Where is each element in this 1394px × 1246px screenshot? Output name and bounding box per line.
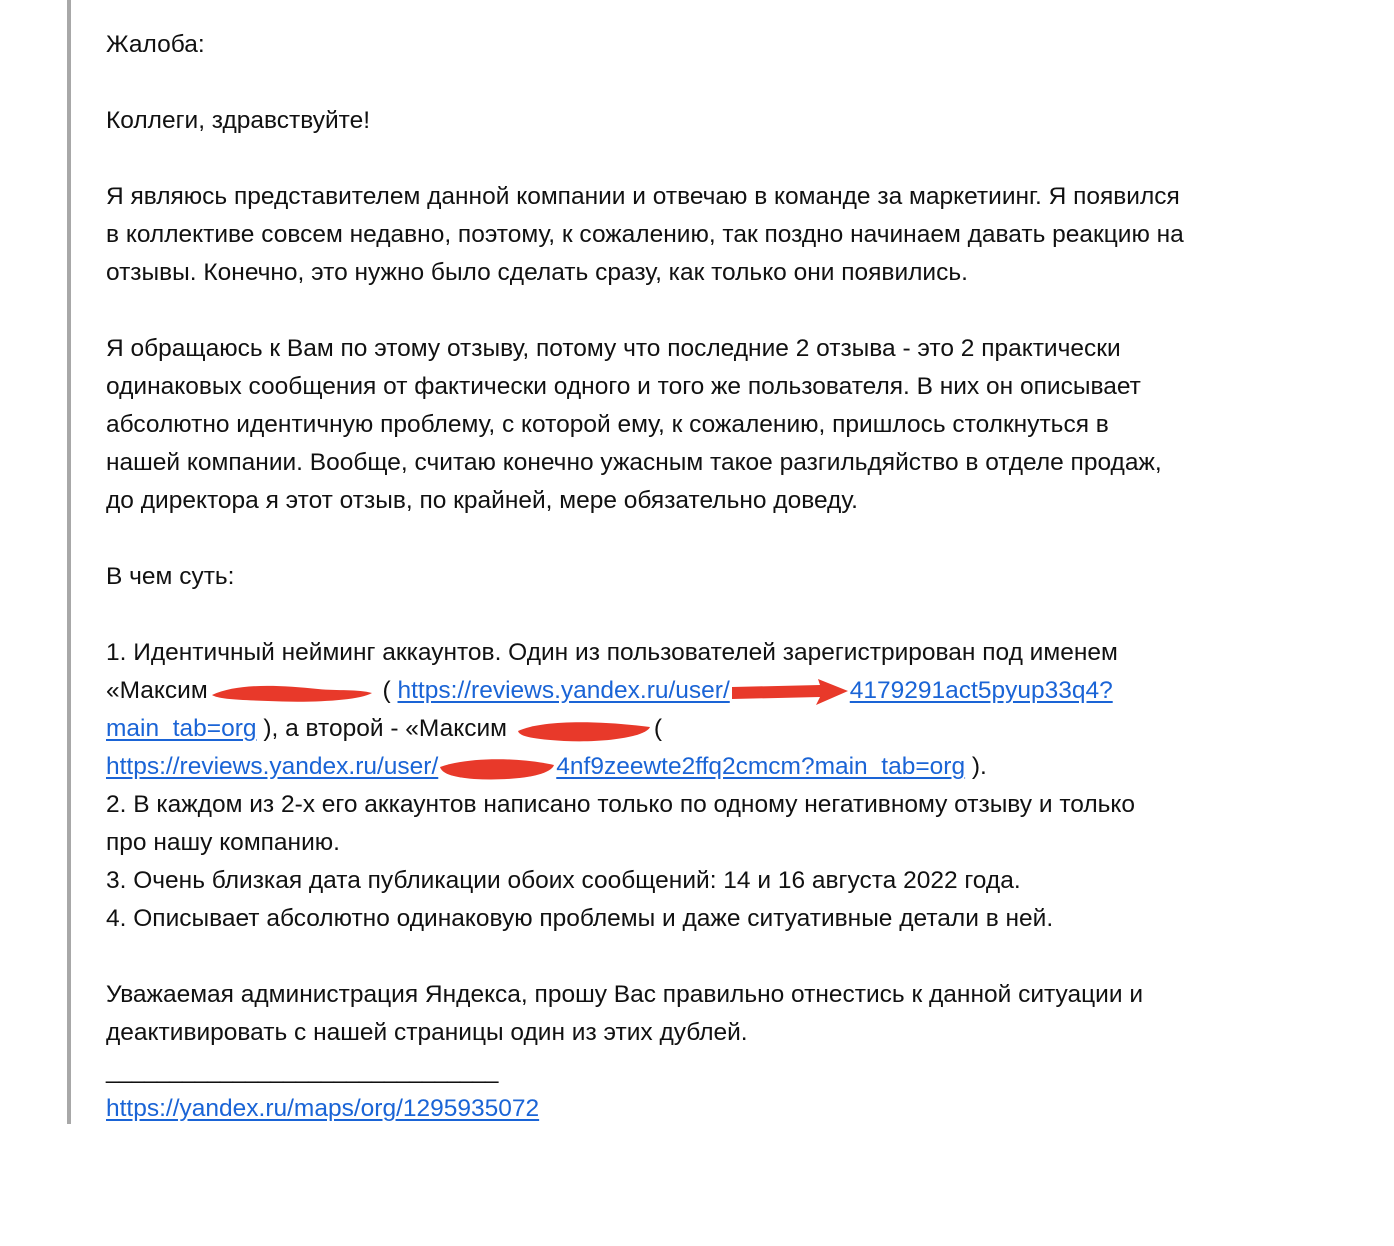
paragraph-line: Я являюсь представителем данной компании и отвечаю в команде за маркетиинг. Я появился: [106, 183, 1180, 210]
paragraph-line: Я обращаюсь к Вам по этому отзыву, потому что последние 2 отзыва - это 2 практически: [106, 335, 1121, 362]
paragraph-line: абсолютно идентичную проблему, с которой ему, к сожалению, пришлось столкнуться в: [106, 411, 1109, 438]
separator-line: _______________________________: [106, 1057, 498, 1084]
paragraph-line: нашей компании. Вообще, считаю конечно ужасным такое разгильдяйство в отделе продаж,: [106, 449, 1162, 476]
paragraph-line: одинаковых сообщения от фактически одного и того же пользователя. В них он описывает: [106, 373, 1141, 400]
greeting: Коллеги, здравствуйте!: [106, 107, 371, 134]
spacer: [106, 520, 1366, 558]
point-1-account-2: [106, 710, 1366, 748]
complaint-message: [106, 26, 1366, 1128]
paren-open: (: [375, 677, 398, 704]
complaint-title: Жалоба:: [106, 31, 205, 58]
paren-open: (: [653, 715, 662, 742]
org-link[interactable]: https://yandex.ru/maps/org/1295935072: [106, 1095, 540, 1122]
spacer: [106, 938, 1366, 976]
closing-line: деактивировать с нашей страницы один из этих дублей.: [106, 1019, 748, 1046]
account-2-link[interactable]: [106, 753, 965, 780]
paragraph-line: в коллективе совсем недавно, поэтому, к сожалению, так поздно начинаем давать реакцию на: [106, 221, 1184, 248]
link-part: 4179291act5pyup33q4?: [849, 677, 1113, 704]
account-1-link[interactable]: [398, 677, 1113, 704]
spacer: [106, 64, 1366, 102]
end-text: ).: [965, 753, 987, 780]
account-1-link-continued[interactable]: main_tab=org: [106, 715, 257, 742]
redaction-scribble: [514, 715, 654, 745]
redaction-scribble: [208, 677, 376, 707]
org-link-line: [106, 1090, 1366, 1128]
spacer: [106, 292, 1366, 330]
account-1-name: «Максим: [106, 677, 208, 704]
point-1-line: 1. Идентичный нейминг аккаунтов. Один из пользователей зарегистрирован под именем: [106, 639, 1118, 666]
closing-line: Уважаемая администрация Яндекса, прошу Вас правильно отнестись к данной ситуации и: [106, 981, 1144, 1008]
link-part: 4nf9zeewte2ffq2cmcm?main_tab=org: [556, 753, 966, 780]
point-2-line: 2. В каждом из 2-х его аккаунтов написано только по одному негативному отзыву и только: [106, 791, 1136, 818]
spacer: [106, 596, 1366, 634]
link-part: https://reviews.yandex.ru/user/: [106, 753, 439, 780]
middle-text: ), а второй - «Максим: [256, 715, 514, 742]
point-4-line: 4. Описывает абсолютно одинаковую проблемы и даже ситуативные детали в ней.: [106, 905, 1054, 932]
point-2-line: про нашу компанию.: [106, 829, 340, 856]
redaction-arrow: [730, 677, 850, 707]
point-1-account-2-link-line: [106, 748, 1366, 786]
point-3-line: 3. Очень близкая дата публикации обоих сообщений: 14 и 16 августа 2022 года.: [106, 867, 1021, 894]
paragraph-line: до директора я этот отзыв, по крайней, мере обязательно доведу.: [106, 487, 858, 514]
quote-bar: [67, 0, 71, 1124]
essence-heading: В чем суть:: [106, 563, 235, 590]
redaction-scribble: [438, 753, 556, 783]
point-1-account-1: [106, 672, 1366, 710]
spacer: [106, 140, 1366, 178]
paragraph-line: отзывы. Конечно, это нужно было сделать сразу, как только они появились.: [106, 259, 968, 286]
link-part: https://reviews.yandex.ru/user/: [397, 677, 730, 704]
